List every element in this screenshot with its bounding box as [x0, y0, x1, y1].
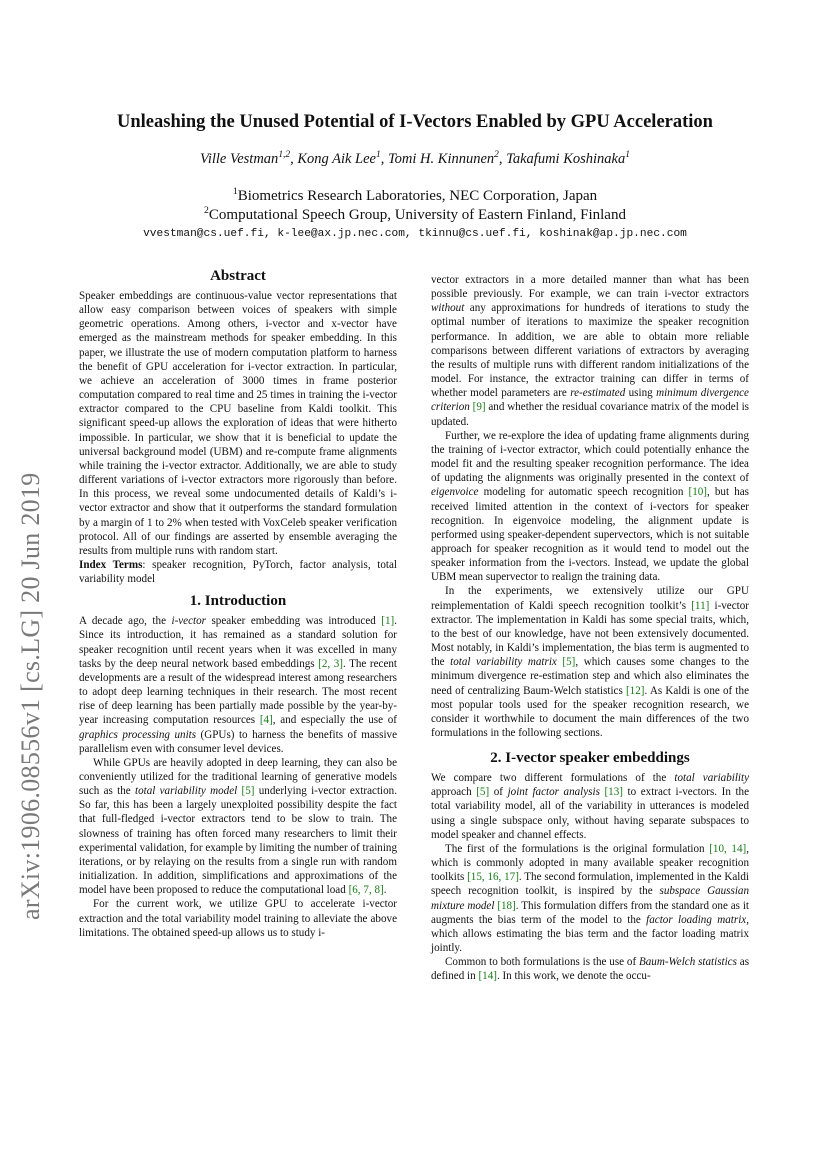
- introduction-heading: 1. Introduction: [189, 593, 287, 610]
- keyword: graphics processing units: [79, 728, 197, 741]
- keyword: joint factor analysis: [507, 786, 600, 799]
- section-2-paragraph-3: Common to both formulations is the use of Baum-Welch statistics as defined in [14]. In this work, we denote the occu-: [431, 956, 750, 983]
- citation-link[interactable]: [5]: [562, 656, 576, 669]
- index-terms: [79, 558, 397, 586]
- abstract-text: Speaker embeddings are continuous-value vector representations that allow easy comparison between voices of speakers with simple geometric operations. Among others, i-vector and x-vector have emerged as the mainstream methods for speaker embedding. In this paper, we illustrate the use of modern computation platform to harness the benefit of GPU acceleration for i-vector extraction. In particular, we achieve an acceleration of 3000 times in frame posterior computation compared to real time and 25 times in training the i-vector extractor compared to the CPU baseline from Kaldi toolkit. This significant speed-up allows the exploration of ideas that were hitherto impossible. In particular, we show that it is beneficial to update the universal background model (UBM) and re-compute frame alignments while training the i-vector extractor. Additionally, we are able to study different variations of i-vector extractors more rigorously than before. In this process, we reveal some undocumented details of Kaldi’s i-vector extractor and show that it outperforms the standard formulation by a margin of 1 to 2% when tested with VoxCeleb speaker verification protocol. All of our findings are asserted by ensemble averaging the results from multiple runs with random start.: [79, 290, 397, 557]
- index-terms-label: Index Terms: [79, 558, 143, 571]
- author-name: Tomi H. Kinnunen: [387, 151, 495, 167]
- index-terms-text: : speaker recognition, PyTorch, factor analysis, total variability model: [79, 558, 397, 586]
- affiliation-mark: 2: [204, 205, 209, 216]
- abstract-heading: Abstract: [210, 268, 266, 284]
- intro-paragraph-1: A decade ago, the i-vector speaker embedding was introduced [1]. Since its introduction, it has remained as a standard solution for speaker recognition until recent years when it was excelled in many tasks by the deep neural network based embeddings [2, 3]. The recent developments are a result of the widespread interest among researchers to adopt deep learning techniques in their research. The most recent rise of deep learning has been partially made possible by the year-by-year increasing computation resources [4], and especially the use of graphics processing units (GPUs) to harness the benefits of massive parallelism even with consumer level devices.: [79, 615, 397, 755]
- citation-link[interactable]: [5]: [476, 786, 490, 799]
- keyword: total variability model: [134, 785, 238, 798]
- citation-link[interactable]: [2, 3]: [318, 657, 343, 670]
- intro-paragraph-6: In the experiments, we extensively utilize our GPU reimplementation of Kaldi speech recognition toolkit’s [11] i-vector extractor. The implementation in Kaldi has some special traits, which, to the best of our knowledge, have not been extensively documented. Most notably, in Kaldi’s implementation, the bias term is augmented to the total variability matrix [5], which causes some changes to the minimum divergence re-estimation step and which also eliminates the need of centralizing Baum-Welch statistics [12]. As Kaldi is one of the most popular tools used for the speaker recognition research, we consider it worthwhile to document the main differences of the two formulations in the following sections.: [431, 585, 750, 739]
- citation-link[interactable]: [9]: [472, 401, 486, 414]
- keyword: eigenvoice: [431, 486, 479, 499]
- author-name: Takafumi Koshinaka: [506, 151, 626, 167]
- section-2-paragraph-2: The first of the formulations is the original formulation [10, 14], which is commonly adopted in many available speaker recognition toolkits [15, 16, 17]. The second formulation, implemented in the Kaldi speech recognition toolkit, is inspired by the subspace Gaussian mixture model [18]. This formulation differs from the standard one as it augments the bias term of the model to the factor loading matrix, which allows estimating the bias term and the factor loading matrix jointly.: [431, 842, 750, 955]
- affiliation: [60, 207, 770, 224]
- intro-paragraph-5: Further, we re-explore the idea of updating frame alignments during the training of i-vector extractor, which could potentially enhance the model fit and the resulting speaker recognition performance. The idea of updating the alignments was originally presented in the context of eigenvoice modeling for automatic speech recognition [10], but has received limited attention in the context of i-vectors for speaker recognition. In eigenvoice modeling, the alignment update is performed using speaker-dependent supervectors, which is not suitable approach for speaker recognition as it would tend to model out the speaker information from the i-vectors. Instead, we update the global UBM mean supervector to realign the training data.: [431, 429, 749, 584]
- paper-title: Unleashing the Unused Potential of I-Vectors Enabled by GPU Acceleration: [117, 112, 713, 132]
- citation-link[interactable]: [12]: [625, 684, 645, 697]
- author-affiliation-mark: 1: [376, 150, 381, 161]
- keyword: total variability: [674, 772, 749, 785]
- keyword: subspace Gaussian mixture model: [431, 885, 749, 912]
- author-affiliation-mark: 1,2: [278, 150, 291, 161]
- affiliation-text: Biometrics Research Laboratories, NEC Corporation, Japan: [237, 188, 598, 204]
- intro-paragraph-3: For the current work, we utilize GPU to accelerate i-vector extraction and the total variability model training to alleviate the above limitations. The obtained speed-up allows us to study i-: [79, 898, 397, 939]
- citation-link[interactable]: [6, 7, 8]: [348, 884, 384, 897]
- citation-link[interactable]: [14]: [478, 970, 497, 983]
- citation-link[interactable]: [18]: [497, 899, 516, 912]
- author-affiliation-mark: 1: [625, 150, 630, 161]
- citation-link[interactable]: [1]: [381, 615, 395, 628]
- keyword: i-vector: [171, 615, 206, 628]
- section-2-paragraph-1: We compare two different formulations of the total variability approach [5] of joint factor analysis [13] to extract i-vectors. In the total variability model, all of the variability in utterances is modeled using a single subspace only, without having separate subspaces to model speaker and channel effects.: [431, 772, 749, 841]
- affiliation-text: Computational Speech Group, University of Eastern Finland, Finland: [208, 207, 626, 223]
- citation-link[interactable]: [10]: [688, 486, 707, 499]
- author-affiliation-mark: 2: [494, 150, 499, 161]
- citation-link[interactable]: [15, 16, 17]: [467, 871, 519, 884]
- arxiv-stamp: arXiv:1906.08556v1 [cs.LG] 20 Jun 2019: [16, 472, 45, 920]
- author-emails: vvestman@cs.uef.fi, k-lee@ax.jp.nec.com, tkinnu@cs.uef.fi, koshinak@ap.jp.nec.com: [143, 228, 687, 240]
- right-column: [431, 273, 749, 984]
- keyword: total variability matrix: [450, 656, 557, 669]
- intro-paragraph-2: While GPUs are heavily adopted in deep learning, they can also be conveniently utilized for the traditional learning of generative models such as the total variability model [5] underlying i-vector extraction. So far, this has been a largely unexploited possibility despite the fact that full-fledged i-vector extractors tend to be slow to train. The slowness of training has often forced many researchers to limit their experimental validation, for example by limiting the number of training iterations, or by relaying on the results from a single run with random initialization. In addition, simplifications and approximations of the model have been proposed to reduce the computational load [6, 7, 8].: [79, 756, 398, 897]
- keyword: minimum divergence criterion: [431, 387, 749, 414]
- affiliation-mark: 1: [232, 186, 238, 197]
- author-list: Ville Vestman$^{1,2}$, Kong Aik Lee$^1$, Tomi H. Kinnunen$^2$, Takafumi Koshinaka$^1$: [200, 150, 630, 167]
- keyword: without: [431, 302, 465, 315]
- keyword: factor loading matrix: [646, 913, 747, 926]
- keyword: re-estimated: [570, 387, 626, 400]
- citation-link[interactable]: [4]: [259, 714, 273, 727]
- citation-link[interactable]: [5]: [241, 785, 255, 798]
- author-name: Kong Aik Lee: [297, 151, 376, 167]
- keyword: Baum-Welch statistics: [638, 956, 737, 969]
- citation-link[interactable]: [13]: [604, 786, 623, 799]
- citation-link[interactable]: [11]: [691, 599, 710, 612]
- citation-link[interactable]: [10, 14]: [709, 842, 747, 855]
- affiliation: [60, 188, 770, 205]
- left-column: [79, 264, 397, 940]
- author-name: Ville Vestman: [200, 151, 279, 167]
- section-2-heading: 2. I-vector speaker embeddings: [490, 750, 690, 767]
- intro-paragraph-4: vector extractors in a more detailed manner than what has been possible previously. For example, we can train i-vector extractors without any approximations for hundreds of iterations to study the optimal number of iterations to maximize the speaker recognition performance. In addition, we are able to obtain more reliable comparisons between different variations of extractors by averaging the results of multiple runs with different random initializations of the model. For instance, the extractor training can differ in terms of whether model parameters are re-estimated using minimum divergence criterion [9] and whether the residual covariance matrix of the model is updated.: [431, 274, 749, 428]
